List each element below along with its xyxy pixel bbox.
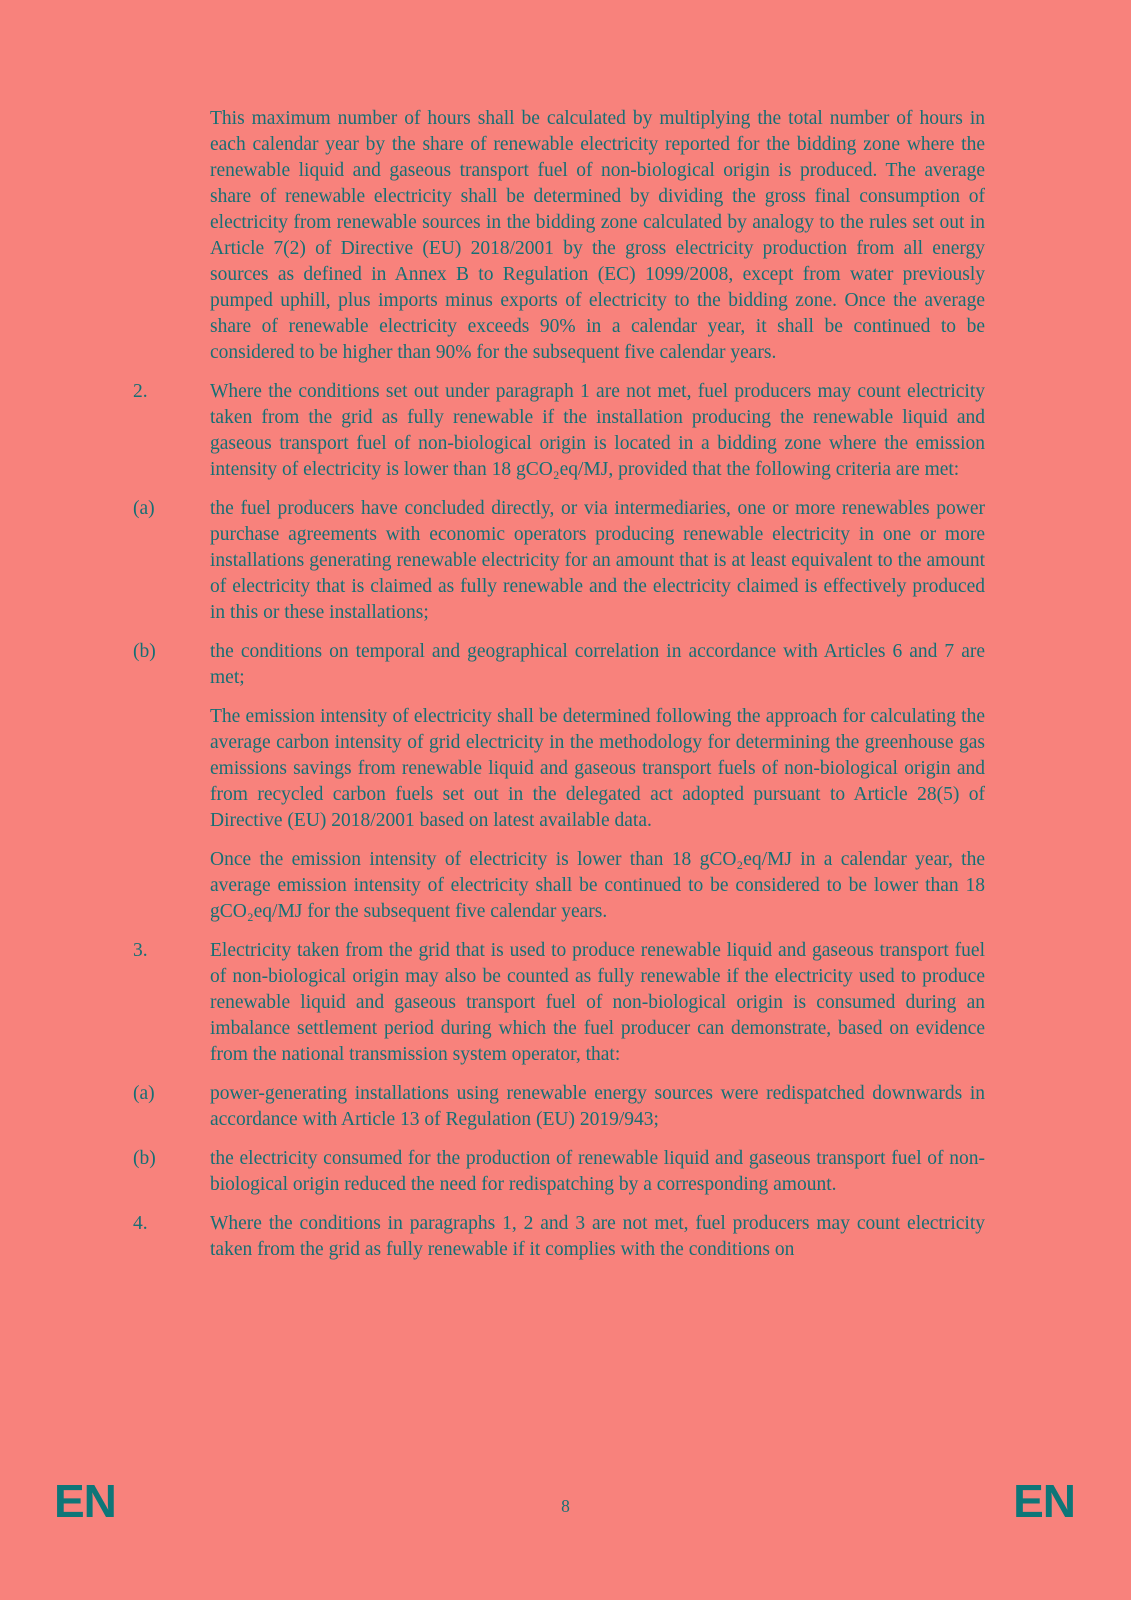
paragraph-marker: (a) (133, 498, 155, 519)
paragraph (133, 1081, 985, 1133)
paragraph (133, 847, 985, 925)
footer-language-right: EN (1013, 1475, 1075, 1527)
paragraph (133, 1146, 985, 1198)
footer-language-left: EN (54, 1475, 116, 1527)
paragraph-text: Where the conditions set out under paragraph 1 are not met, fuel producers may count electricity taken from the grid as fully renewable if the installation producing the renewable liquid and gaseous transport fuel of non-biological origin is located in a bidding zone where the emission intensity of electricity is lower than 18 gCO₂eq/MJ, provided that the following criteria are met: (210, 381, 985, 480)
paragraph (133, 704, 985, 834)
paragraph-marker: (b) (133, 1148, 156, 1169)
paragraph-marker: 3. (133, 940, 148, 961)
paragraph-marker: 4. (133, 1213, 148, 1234)
paragraph-text: power-generating installations using renewable energy sources were redispatched downwards in accordance with Article 13 of Regulation (EU) 2019/943; (210, 1083, 985, 1130)
paragraph (133, 1211, 985, 1263)
paragraph-marker: 2. (133, 381, 148, 402)
paragraph-text: Once the emission intensity of electricity is lower than 18 gCO₂eq/MJ in a calendar year, the average emission intensity of electricity shall be continued to be considered to be lower than 18 gCO₂eq/MJ for the subsequent five calendar years. (210, 849, 985, 922)
paragraph-text: This maximum number of hours shall be calculated by multiplying the total number of hours in each calendar year by the share of renewable electricity reported for the bidding zone where the renewable liquid and gaseous transport fuel of non-biological origin is produced. The average share of renewable electricity shall be determined by dividing the gross final consumption of electricity from renewable sources in the bidding zone calculated by analogy to the rules set out in Article 7(2) of Directive (EU) 2018/2001 by the gross electricity production from all energy sources as defined in Annex B to Regulation (EC) 1099/2008, except from water previously pumped uphill, plus imports minus exports of electricity to the bidding zone. Once the average share of renewable electricity exceeds 90% in a calendar year, it shall be continued to be considered to be higher than 90% for the subsequent five calendar years. (210, 108, 985, 363)
paragraph-marker (133, 704, 210, 834)
paragraph (133, 379, 985, 483)
paragraph-marker (133, 106, 210, 366)
paragraph (133, 106, 985, 366)
paragraph-text: the electricity consumed for the production of renewable liquid and gaseous transport fuel of non-biological origin reduced the need for redispatching by a corresponding amount. (210, 1148, 985, 1195)
paragraph (133, 496, 985, 626)
paragraph-text: The emission intensity of electricity shall be determined following the approach for calculating the average carbon intensity of grid electricity in the methodology for determining the greenhouse gas emissions savings from renewable liquid and gaseous transport fuels of non-biological origin and from recycled carbon fuels set out in the delegated act adopted pursuant to Article 28(5) of Directive (EU) 2018/2001 based on latest available data. (210, 706, 985, 831)
paragraph-text: Electricity taken from the grid that is used to produce renewable liquid and gaseous transport fuel of non-biological origin may also be counted as fully renewable if the electricity used to produce renewable liquid and gaseous transport fuel of non-biological origin is consumed during an imbalance settlement period during which the fuel producer can demonstrate, based on evidence from the national transmission system operator, that: (210, 940, 985, 1065)
paragraph (133, 639, 985, 691)
paragraph-text: the fuel producers have concluded directly, or via intermediaries, one or more renewables power purchase agreements with economic operators producing renewable electricity in one or more installations generating renewable electricity for an amount that is at least equivalent to the amount of electricity that is claimed as fully renewable and the electricity claimed is effectively produced in this or these installations; (210, 498, 985, 623)
paragraph-text: the conditions on temporal and geographical correlation in accordance with Articles 6 and 7 are met; (210, 641, 985, 688)
paragraph-marker (133, 847, 210, 925)
document-body (133, 106, 985, 1263)
paragraph (133, 938, 985, 1068)
paragraph-text: Where the conditions in paragraphs 1, 2 and 3 are not met, fuel producers may count electricity taken from the grid as fully renewable if it complies with the conditions on (210, 1213, 985, 1260)
paragraph-marker: (b) (133, 641, 156, 662)
paragraph-marker: (a) (133, 1083, 155, 1104)
page-number: 8 (561, 1496, 570, 1516)
